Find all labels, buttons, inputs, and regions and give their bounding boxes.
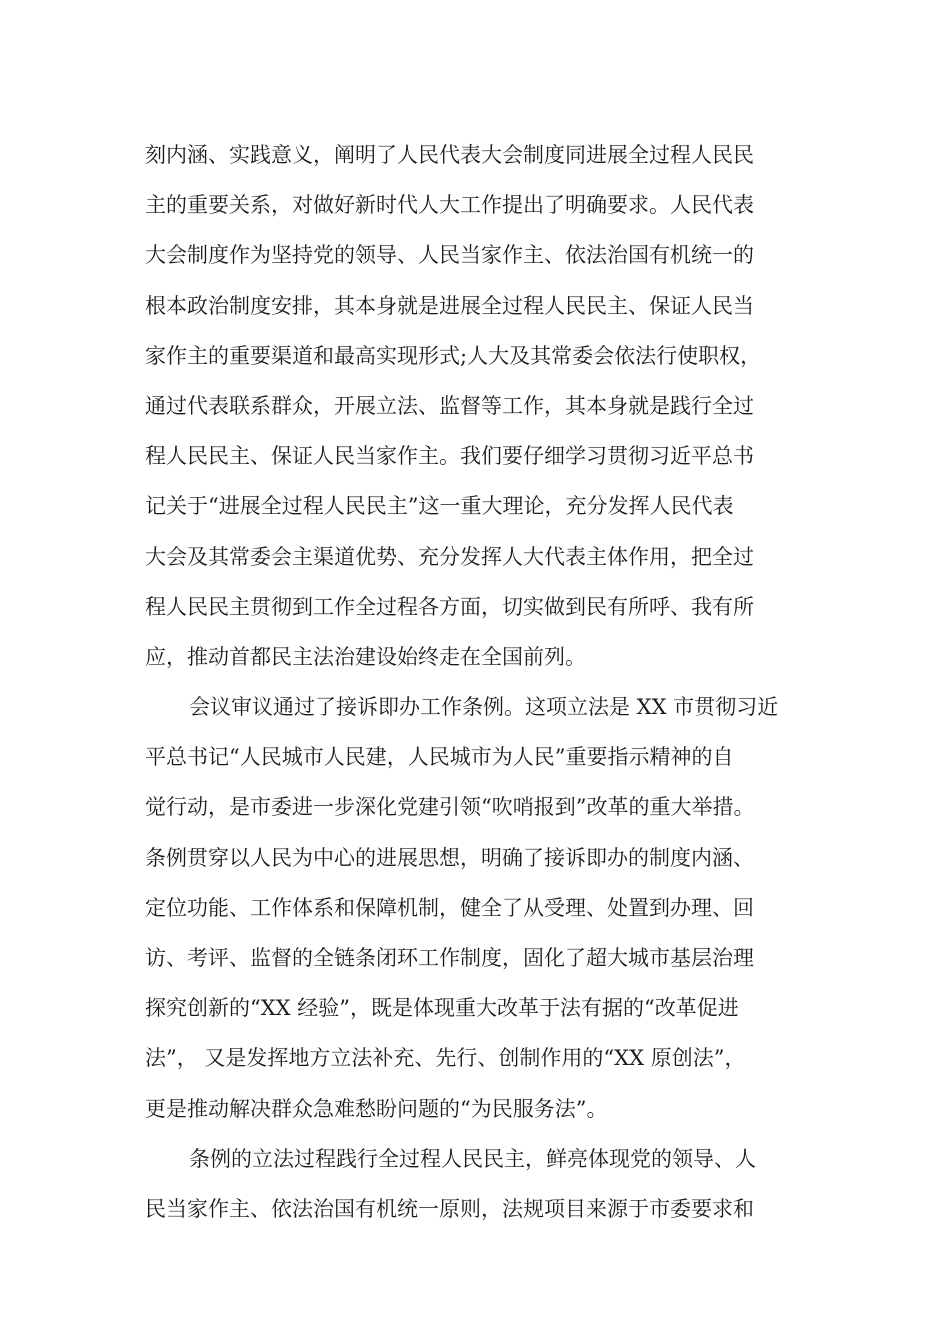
text-line: 平总书记“人民城市人民建，人民城市为人民”重要指示精神的自 [145,745,734,770]
text-line: 觉行动，是市委进一步深化党建引领“吹哨报到”改革的重大举措。 [145,795,755,820]
text-line: 主的重要关系，对做好新时代人大工作提出了明确要求。人民代表 [145,193,754,218]
text-line: 通过代表联系群众，开展立法、监督等工作，其本身就是践行全过 [145,393,754,418]
text-line: 应，推动首都民主法治建设始终走在全国前列。 [145,644,586,669]
text-line: 根本政治制度安排，其本身就是进展全过程人民民主、保证人民当 [145,293,754,318]
text-line: 民当家作主、依法治国有机统一原则，法规项目来源于市委要求和 [145,1196,754,1221]
text-line: 程人民民主贯彻到工作全过程各方面，切实做到民有所呼、我有所 [145,594,754,619]
text-line: 更是推动解决群众急难愁盼问题的“为民服务法”。 [145,1096,608,1121]
text-line: 记关于“进展全过程人民民主”这一重大理论，充分发挥人民代表 [145,494,734,519]
text-line: 探究创新的“XX 经验”，既是体现重大改革于法有据的“改革促进 [145,996,739,1021]
text-line: 定位功能、工作体系和保障机制，健全了从受理、处置到办理、回 [145,895,754,920]
paragraph-first-line: 条例的立法过程践行全过程人民民主，鲜亮体现党的领导、人 [189,1146,756,1171]
text-line: 家作主的重要渠道和最高实现形式;人大及其常委会依法行使职权， [145,343,762,368]
text-line: 法”， 又是发挥地方立法补充、先行、创制作用的“XX 原创法”， [145,1046,746,1071]
text-line: 大会及其常委会主渠道优势、充分发挥人大代表主体作用，把全过 [145,544,754,569]
document-body-text [145,130,810,1234]
text-line: 条例贯穿以人民为中心的进展思想，明确了接诉即办的制度内涵、 [145,845,754,870]
text-line: 大会制度作为坚持党的领导、人民当家作主、依法治国有机统一的 [145,243,754,268]
text-line: 访、考评、监督的全链条闭环工作制度，固化了超大城市基层治理 [145,946,754,970]
paragraph-first-line: 会议审议通过了接诉即办工作条例。这项立法是 XX 市贯彻习近 [189,695,779,720]
text-line: 刻内涵、实践意义，阐明了人民代表大会制度同进展全过程人民民 [145,143,754,167]
text-line: 程人民民主、保证人民当家作主。我们要仔细学习贯彻习近平总书 [145,444,754,469]
